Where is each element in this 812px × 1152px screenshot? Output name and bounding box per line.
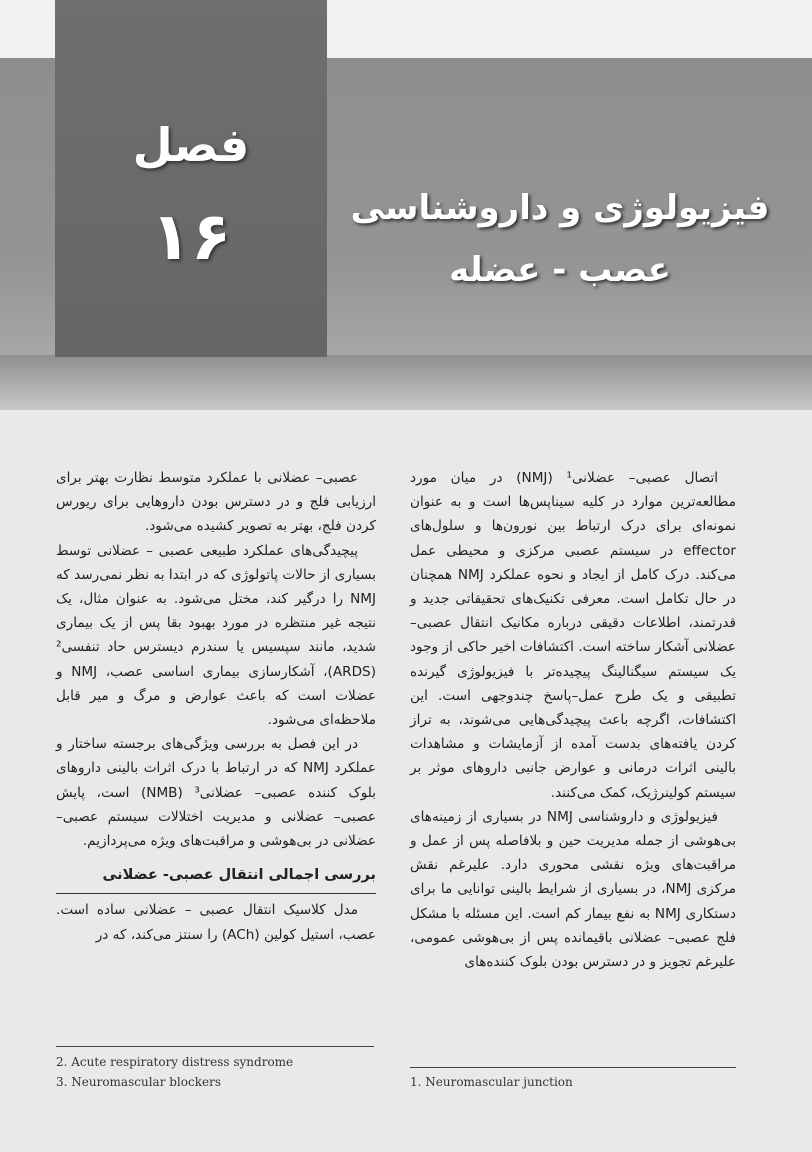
paragraph: فیزیولوژی و داروشناسی NMJ در بسیاری از زمینه‌های بی‌هوشی از جمله مدیریت حین و بلافاصله پس از عمل و مراقبت‌های ویژه نقشی محوری دارد. علیرغم نقش مرکزی NMJ، در بسیاری از شرایط بالینی توانایی ما برای دستکاری NMJ به نفع بیمار کم است. این مسئله با مشکل فلج عصبی– عضلانی باقیمانده پس از بی‌هوشی عمومی، علیرغم تجویز و در دسترس بودن بلوک کننده‌های xyxy=(410,808,736,971)
chapter-box xyxy=(55,0,327,357)
section-heading: بررسی اجمالی انتقال عصبی- عضلانی xyxy=(56,863,376,894)
paragraph: در این فصل به بررسی ویژگی‌های برجسته ساختار و عملکرد NMJ که در ارتباط با درک اثرات بالینی داروهای بلوک کننده عصبی– عضلانی³ (NMB) است، پایش عصبی– عضلانی و مدیریت اختلالات سیستم عصبی– عضلانی در بی‌هوشی و مراقبت‌های ویژه می‌پردازیم. xyxy=(56,736,377,850)
left-text-column xyxy=(56,466,376,947)
footnote-2: 2. Acute respiratory distress syndrome xyxy=(56,1055,294,1069)
paragraph: مدل کلاسیک انتقال عصبی – عضلانی ساده است. عصب، استیل کولین (ACh) را سنتز می‌کند، که در xyxy=(56,902,376,943)
footnote-rule-right xyxy=(410,1067,736,1068)
right-text-column xyxy=(410,466,736,974)
paragraph: عصبی– عضلانی با عملکرد متوسط نظارت بهتر برای ارزیابی فلج و در دسترس بودن داروهایی برای ریورس کردن فلج، بهتر به تصویر کشیده می‌شود. xyxy=(56,470,376,535)
footnote-3: 3. Neuromascular blockers xyxy=(56,1075,221,1089)
chapter-title-line1: فیزیولوژی و داروشناسی xyxy=(350,188,770,228)
paragraph: اتصال عصبی– عضلانی¹ (NMJ) در میان مورد مطالعه‌ترین موارد در کلیه سیناپس‌ها است و به عنوان نمونه‌ای برای درک ارتباط بین نورون‌ها و سلول‌های effector در سیستم عصبی مرکزی و محیطی عمل می‌کند. درک کامل از ایجاد و نحوه عملکرد NMJ همچنان در حال تکامل است. معرفی تکنیک‌های تحقیقاتی جدید و قدرتمند، اطلاعات دقیقی درباره مکانیک انتقال عصبی– عضلانی آشکار ساخته است. اکتشافات اخیر حاکی از وجود یک سیستم سیگنالینگ پیچیده‌تر با فیزیولوژی گیرنده تطبیقی و یک طرح عمل–پاسخ چندوجهی است. این اکتشافات، اگرچه باعث پیچیدگی‌هایی می‌شوند، به تراز کردن یافته‌های بدست آمده از آزمایشات و مشاهدات بالینی اثرات درمانی و عوارض جانبی داروهای موثر بر سیستم کولینرژیک، کمک می‌کنند. xyxy=(410,470,736,801)
chapter-label: فصل xyxy=(132,118,250,172)
header-lower-band xyxy=(0,355,812,410)
footnote-1: 1. Neuromascular junction xyxy=(410,1075,573,1089)
chapter-number: ۱۶ xyxy=(150,198,232,275)
paragraph: پیچیدگی‌های عملکرد طبیعی عصبی – عضلانی توسط بسیاری از حالات پاتولوژی که در ابتدا به نظر نمی‌رسد که NMJ را درگیر کند، مختل می‌شود. به عنوان مثال، یک نتیجه غیر منتظره در مورد بهبود بقا پس از یک بیماری شدید، مانند سپسیس یا سندرم دیسترس حاد تنفسی² (ARDS)، آشکارسازی بیماری اساسی عصب، NMJ و عضلات است که باعث عوارض و مرگ و میر قابل ملاحظه‌ای می‌شود. xyxy=(56,542,376,729)
footnote-rule-left xyxy=(56,1046,374,1047)
chapter-title-line2: عصب - عضله xyxy=(449,250,671,290)
